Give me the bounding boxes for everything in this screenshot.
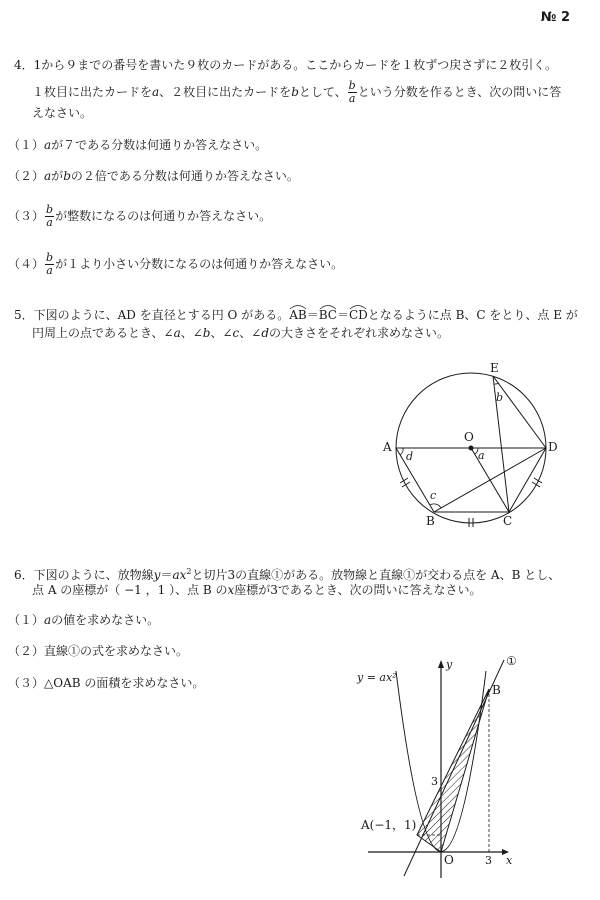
q5-line2: 円周上の点であるとき、∠a、∠b、∠c、∠dの大きさをそれぞれ求めなさい。 [32, 326, 450, 340]
q5-line1: 5．下図のように、AD を直径とする円 O がある。 AB＝ BC＝ CDとなるように点 B、C をとり、点 E が [14, 306, 578, 324]
fraction-b-over-a: $\frac{b}{a}$ [46, 203, 54, 229]
angle-a-label: a [478, 449, 485, 462]
page-number: № 2 [540, 10, 570, 25]
point-b-label: B [492, 683, 501, 697]
y-axis-label: y [446, 658, 453, 671]
label-d: D [548, 440, 558, 454]
fraction-b-over-a: $\frac{b}{a}$ [348, 79, 356, 105]
q4-sub4: （４） $\frac{b}{a}$ が１より小さい分数になるのは何通りか答えなさい。 [8, 251, 344, 277]
q4-sub2: （２）aがbの２倍である分数は何通りか答えなさい。 [8, 169, 299, 183]
q4-line2: １枚目に出たカードをa、２枚目に出たカードをbとして、 $\frac{b}{a}$ という分数を作るとき、次の問いに答 [32, 79, 562, 105]
q6-sub3: （３）△OAB の面積を求めなさい。 [8, 676, 205, 690]
label-o: O [464, 430, 474, 444]
q4-sub3: （３） $\frac{b}{a}$ が整数になるのは何通りか答えなさい。 [8, 203, 272, 229]
angle-b-label: b [496, 391, 504, 404]
curve-label: y = ax² [357, 671, 397, 684]
angle-d-label: d [406, 450, 414, 463]
q4-sub1: （１）aが７である分数は何通りか答えなさい。 [8, 138, 268, 152]
line-label: ① [506, 654, 517, 668]
x-tick-3: 3 [485, 854, 492, 867]
label-c: C [503, 514, 513, 528]
origin-label: O [444, 853, 454, 867]
label-a: A [383, 440, 392, 454]
q4-line1: 4．1から９までの番号を書いた９枚のカードがある。ここからカードを１枚ずつ戻さずに２枚引く。 [14, 58, 558, 72]
q6-sub2: （２）直線①の式を求めなさい。 [8, 644, 189, 658]
q6-line1: 6．下図のように、放物線$y=ax^2$と切片3の直線①がある。放物線と直線①が交わる点を A、B とし、 [14, 567, 561, 582]
x-axis-label: x [506, 854, 513, 867]
q4-line3: えなさい。 [32, 106, 93, 120]
q6-sub1: （１）aの値を求めなさい。 [8, 613, 160, 627]
q6-line2: 点 A の座標が（ −1 ，1 ）、点 B のx座標が3であるとき、次の問いに答えなさい。 [32, 583, 482, 597]
point-a-label: A(−1，1) [361, 818, 417, 832]
label-b: B [426, 514, 435, 528]
y-axis-arrow [438, 660, 444, 668]
fraction-b-over-a: $\frac{b}{a}$ [46, 251, 54, 277]
line-1 [404, 660, 504, 876]
angle-c-label: c [430, 489, 437, 502]
label-e: E [490, 361, 499, 375]
y-tick-3: 3 [431, 775, 438, 788]
